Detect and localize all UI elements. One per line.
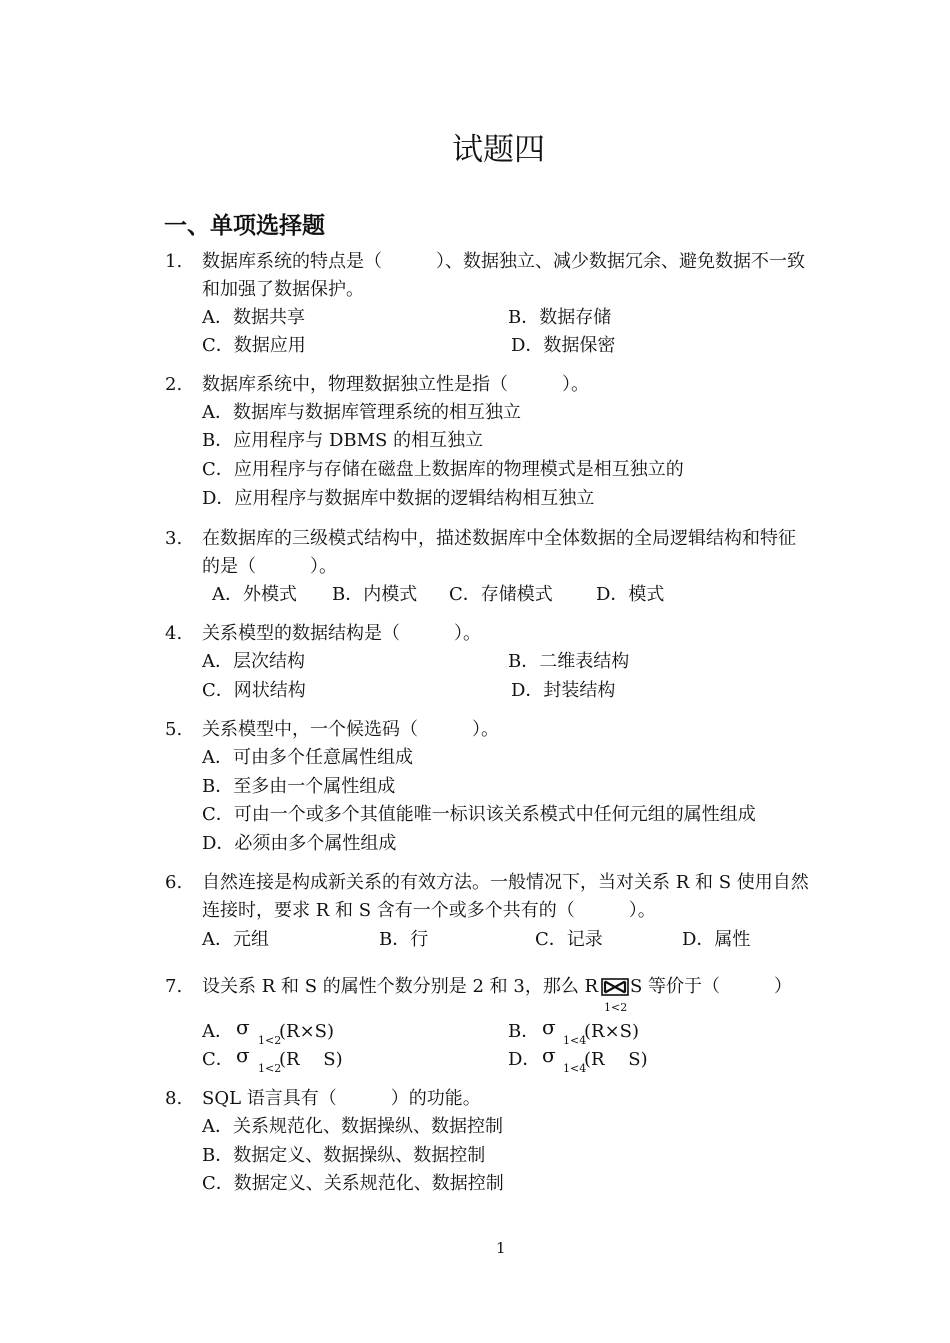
selection-condition: 1<4: [563, 1034, 587, 1047]
option-label: D．: [508, 1049, 541, 1070]
question-number: 1.: [165, 251, 183, 272]
selection-condition: 1<2: [258, 1062, 282, 1075]
option-b: B．应用程序与 DBMS 的相互独立: [202, 430, 484, 451]
option-label: A．: [202, 1021, 233, 1042]
section-title: 一、单项选择题: [164, 213, 325, 239]
option-d: D．模式: [596, 584, 665, 605]
option-c: C．可由一个或多个其值能唯一标识该关系模式中任何元组的属性组成: [202, 804, 756, 825]
option-c: C．存储模式: [449, 584, 553, 605]
option-b: B．数据存储: [508, 307, 612, 328]
question-number: 3.: [165, 528, 183, 549]
option-a: A．关系规范化、数据操纵、数据控制: [202, 1116, 503, 1137]
question-text: SQL 语言具有（ ）的功能。: [202, 1088, 481, 1109]
question-text: S 等价于（ ）: [630, 976, 793, 997]
question-number: 7.: [165, 976, 183, 997]
option-d: D．属性: [682, 929, 751, 950]
question-text: 关系模型的数据结构是（ ）。: [202, 623, 481, 644]
natural-join-icon: [601, 978, 629, 996]
sigma-symbol: σ: [542, 1043, 556, 1067]
option-c: C．网状结构: [202, 680, 306, 701]
question-number: 8.: [165, 1088, 183, 1109]
question-text: 连接时，要求 R 和 S 含有一个或多个共有的（ ）。: [202, 900, 656, 921]
option-c: C．数据定义、关系规范化、数据控制: [202, 1173, 504, 1194]
question-text: 数据库系统的特点是（ ）、数据独立、减少数据冗余、避免数据不一致: [202, 251, 805, 272]
option-c: C．应用程序与存储在磁盘上数据库的物理模式是相互独立的: [202, 459, 684, 480]
option-a: A．层次结构: [202, 651, 305, 672]
question-number: 2.: [165, 374, 183, 395]
option-expression: (R S): [279, 1049, 343, 1070]
join-subscript: 1<2: [604, 1001, 628, 1014]
question-text: 数据库系统中，物理数据独立性是指（ ）。: [202, 374, 589, 395]
selection-condition: 1<4: [563, 1062, 587, 1075]
option-b: B．至多由一个属性组成: [202, 776, 396, 797]
option-expression: (R×S): [584, 1021, 640, 1042]
question-text: 的是（ ）。: [202, 556, 337, 577]
option-b: B．行: [379, 929, 429, 950]
selection-condition: 1<2: [258, 1034, 282, 1047]
option-b: B．二维表结构: [508, 651, 630, 672]
option-expression: (R×S): [279, 1021, 335, 1042]
option-d: D．必须由多个属性组成: [202, 833, 397, 854]
question-number: 6.: [165, 872, 183, 893]
option-a: A．数据库与数据库管理系统的相互独立: [202, 402, 521, 423]
question-number: 5.: [165, 719, 183, 740]
question-text: 和加强了数据保护。: [202, 279, 364, 300]
option-d: D．封装结构: [511, 680, 616, 701]
option-label: C．: [202, 1049, 234, 1070]
option-b: B．数据定义、数据操纵、数据控制: [202, 1145, 486, 1166]
option-a: A．外模式: [212, 584, 297, 605]
option-a: A．元组: [202, 929, 269, 950]
question-text: 在数据库的三级模式结构中，描述数据库中全体数据的全局逻辑结构和特征: [202, 528, 796, 549]
sigma-symbol: σ: [542, 1015, 556, 1039]
option-d: D．应用程序与数据库中数据的逻辑结构相互独立: [202, 488, 595, 509]
question-number: 4.: [165, 623, 183, 644]
option-expression: (R S): [584, 1049, 648, 1070]
option-label: B．: [508, 1021, 540, 1042]
option-d: D．数据保密: [511, 335, 616, 356]
question-text: 设关系 R 和 S 的属性个数分别是 2 和 3，那么 R: [202, 976, 599, 997]
option-a: A．可由多个任意属性组成: [202, 747, 413, 768]
sigma-symbol: σ: [236, 1043, 250, 1067]
option-b: B．内模式: [332, 584, 418, 605]
page-title: 试题四: [452, 132, 545, 168]
option-a: A．数据共享: [202, 307, 305, 328]
option-c: C．记录: [535, 929, 603, 950]
option-c: C．数据应用: [202, 335, 306, 356]
sigma-symbol: σ: [236, 1015, 250, 1039]
page-number: 1: [496, 1239, 506, 1257]
question-text: 关系模型中，一个候选码（ ）。: [202, 719, 499, 740]
question-text: 自然连接是构成新关系的有效方法。一般情况下，当对关系 R 和 S 使用自然: [202, 872, 809, 893]
